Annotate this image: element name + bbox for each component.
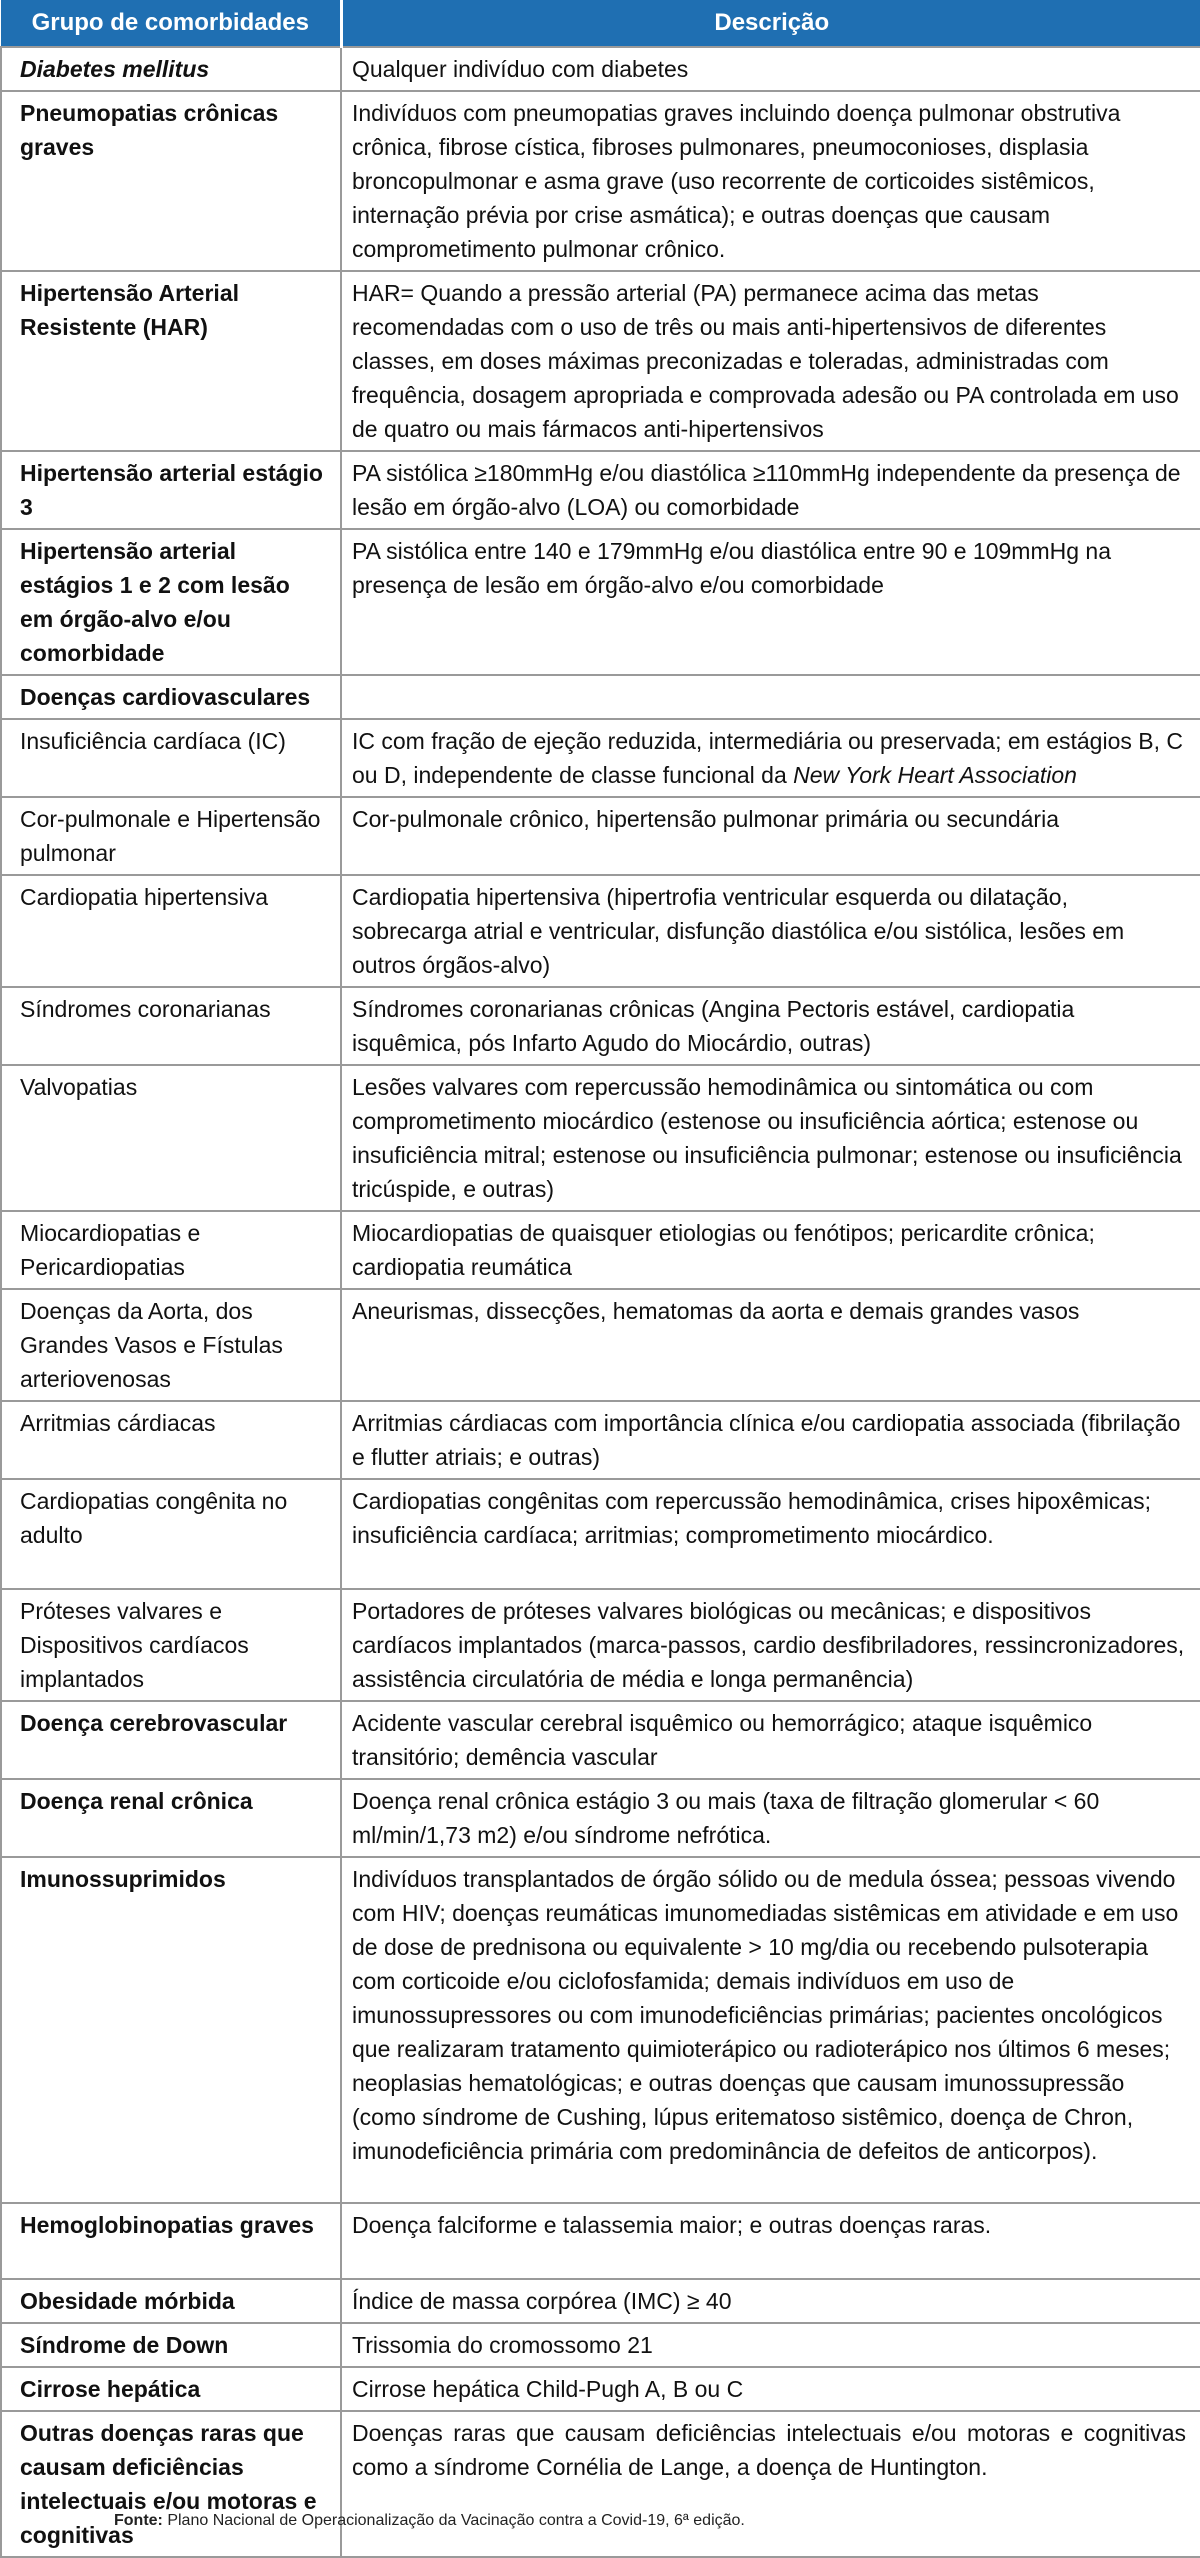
- table-row: [1, 47, 1200, 91]
- table-row: [1, 91, 1200, 271]
- header-description: Descrição: [341, 0, 1200, 47]
- group-cell: Síndromes coronarianas: [1, 987, 341, 1065]
- description-text: Cor-pulmonale crônico, hipertensão pulmonar primária ou secundária: [352, 806, 1059, 832]
- table-body: [1, 47, 1200, 2557]
- table-row: [1, 1065, 1200, 1211]
- table-row: [1, 1289, 1200, 1401]
- table-row: [1, 1779, 1200, 1857]
- table-row: [1, 987, 1200, 1065]
- description-text: HAR= Quando a pressão arterial (PA) permanece acima das metas recomendadas com o uso de três ou mais anti-hipertensivos de diferentes classes, em doses máximas preconizadas e toleradas, administradas com frequência, dosagem apropriada e comprovada adesão ou PA controlada em uso de quatro ou mais fármacos anti-hipertensivos: [352, 280, 1179, 442]
- description-text: Cardiopatia hipertensiva (hipertrofia ventricular esquerda ou dilatação, sobrecarga atrial e ventricular, disfunção diastólica e/ou sistólica, lesões em outros órgãos-alvo): [352, 884, 1125, 978]
- description-cell: [341, 675, 1200, 719]
- description-cell: [341, 47, 1200, 91]
- description-text: Portadores de próteses valvares biológicas ou mecânicas; e dispositivos cardíacos implantados (marca-passos, cardio desfibriladores, ressincronizadores, assistência circulatória de média e longa permanência): [352, 1598, 1185, 1692]
- table-row: [1, 797, 1200, 875]
- description-cell: [341, 2411, 1200, 2557]
- group-cell: Hipertensão Arterial Resistente (HAR): [1, 271, 341, 451]
- table-row: [1, 451, 1200, 529]
- description-cell: [341, 719, 1200, 797]
- description-cell: [341, 875, 1200, 987]
- table-row: [1, 875, 1200, 987]
- description-text: Indivíduos transplantados de órgão sólido ou de medula óssea; pessoas vivendo com HIV; doenças reumáticas imunomediadas sistêmicas em atividade e em uso de dose de prednisona ou equivalente > 10 mg/dia ou recebendo pulsoterapia com corticoide e/ou ciclofosfamida; demais indivíduos em uso de imunossupressores ou com imunodeficiências primárias; pacientes oncológicos que realizaram tratamento quimioterápico ou radioterápico nos últimos 6 meses; neoplasias hematológicas; e outras doenças que causam imunossupressão (como síndrome de Cushing, lúpus eritematoso sistêmico, doença de Chron, imunodeficiência primária com predominância de defeitos de anticorpos).: [352, 1866, 1179, 2164]
- description-text: Acidente vascular cerebral isquêmico ou hemorrágico; ataque isquêmico transitório; demência vascular: [352, 1710, 1093, 1770]
- description-cell: [341, 1857, 1200, 2203]
- description-cell: [341, 1289, 1200, 1401]
- description-text: PA sistólica ≥180mmHg e/ou diastólica ≥110mmHg independente da presença de lesão em órgão-alvo (LOA) ou comorbidade: [352, 460, 1181, 520]
- description-cell: [341, 1401, 1200, 1479]
- group-cell: Hemoglobinopatias graves: [1, 2203, 341, 2279]
- table-row: [1, 719, 1200, 797]
- group-cell: Valvopatias: [1, 1065, 341, 1211]
- description-cell: [341, 529, 1200, 675]
- description-text: Doenças raras que causam deficiências intelectuais e/ou motoras e cognitivas como a síndrome Cornélia de Lange, a doença de Huntington.: [352, 2420, 1186, 2480]
- group-cell: Doenças cardiovasculares: [1, 675, 341, 719]
- description-cell: [341, 1479, 1200, 1589]
- description-cell: [341, 1589, 1200, 1701]
- group-cell: Doenças da Aorta, dos Grandes Vasos e Fístulas arteriovenosas: [1, 1289, 341, 1401]
- group-cell: Cardiopatias congênita no adulto: [1, 1479, 341, 1589]
- source-note: [114, 2512, 745, 2530]
- table-row: [1, 2203, 1200, 2279]
- description-text: PA sistólica entre 140 e 179mmHg e/ou diastólica entre 90 e 109mmHg na presença de lesão em órgão-alvo e/ou comorbidade: [352, 538, 1111, 598]
- description-cell: [341, 1211, 1200, 1289]
- group-cell: Arritmias cárdiacas: [1, 1401, 341, 1479]
- source-text: Plano Nacional de Operacionalização da Vacinação contra a Covid-19, 6ª edição.: [162, 2512, 745, 2529]
- table-row: [1, 2323, 1200, 2367]
- group-cell: Miocardiopatias e Pericardiopatias: [1, 1211, 341, 1289]
- table-row: [1, 529, 1200, 675]
- description-cell: [341, 1779, 1200, 1857]
- table-row: [1, 675, 1200, 719]
- header-group: Grupo de comorbidades: [1, 0, 341, 47]
- group-cell: Próteses valvares e Dispositivos cardíacos implantados: [1, 1589, 341, 1701]
- description-text: IC com fração de ejeção reduzida, intermediária ou preservada; em estágios B, C ou D, independente de classe funcional da: [352, 728, 1183, 788]
- description-text: Doença falciforme e talassemia maior; e outras doenças raras.: [352, 2212, 992, 2238]
- description-cell: [341, 1065, 1200, 1211]
- description-text: Aneurismas, dissecções, hematomas da aorta e demais grandes vasos: [352, 1298, 1080, 1324]
- description-text: Cirrose hepática Child-Pugh A, B ou C: [352, 2376, 744, 2402]
- description-text: Lesões valvares com repercussão hemodinâmica ou sintomática ou com comprometimento miocárdico (estenose ou insuficiência aórtica; estenose ou insuficiência mitral; estenose ou insuficiência pulmonar; estenose ou insuficiência tricúspide, e outras): [352, 1074, 1182, 1202]
- group-cell: Cor-pulmonale e Hipertensão pulmonar: [1, 797, 341, 875]
- table-row: [1, 1701, 1200, 1779]
- table-row: [1, 1211, 1200, 1289]
- description-text: Índice de massa corpórea (IMC) ≥ 40: [352, 2288, 732, 2314]
- description-cell: [341, 1701, 1200, 1779]
- description-cell: [341, 2367, 1200, 2411]
- table-row: [1, 1857, 1200, 2203]
- table-row: [1, 1479, 1200, 1589]
- description-text: Síndromes coronarianas crônicas (Angina Pectoris estável, cardiopatia isquêmica, pós Infarto Agudo do Miocárdio, outras): [352, 996, 1075, 1056]
- group-cell: Cirrose hepática: [1, 2367, 341, 2411]
- table-header-row: [1, 0, 1200, 47]
- description-text: Indivíduos com pneumopatias graves incluindo doença pulmonar obstrutiva crônica, fibrose cística, fibroses pulmonares, pneumoconioses, displasia broncopulmonar e asma grave (uso recorrente de corticoides sistêmicos, internação prévia por crise asmática); e outras doenças que causam comprometimento pulmonar crônico.: [352, 100, 1121, 262]
- description-italic-text: New York Heart Association: [793, 762, 1077, 788]
- group-cell: Hipertensão arterial estágios 1 e 2 com lesão em órgão-alvo e/ou comorbidade: [1, 529, 341, 675]
- description-cell: [341, 271, 1200, 451]
- description-cell: [341, 987, 1200, 1065]
- description-cell: [341, 2279, 1200, 2323]
- group-cell: Doença cerebrovascular: [1, 1701, 341, 1779]
- table-row: [1, 2411, 1200, 2557]
- group-cell: Hipertensão arterial estágio 3: [1, 451, 341, 529]
- description-text: Arritmias cárdiacas com importância clínica e/ou cardiopatia associada (fibrilação e flutter atriais; e outras): [352, 1410, 1181, 1470]
- group-cell: Insuficiência cardíaca (IC): [1, 719, 341, 797]
- description-text: Trissomia do cromossomo 21: [352, 2332, 653, 2358]
- group-cell: Outras doenças raras que causam deficiências intelectuais e/ou motoras e cognitivas: [1, 2411, 341, 2557]
- table-row: [1, 1589, 1200, 1701]
- group-cell: Imunossuprimidos: [1, 1857, 341, 2203]
- table-row: [1, 271, 1200, 451]
- table-row: [1, 1401, 1200, 1479]
- description-cell: [341, 451, 1200, 529]
- table-row: [1, 2279, 1200, 2323]
- group-cell: Doença renal crônica: [1, 1779, 341, 1857]
- source-label: Fonte:: [114, 2512, 163, 2529]
- description-text: Doença renal crônica estágio 3 ou mais (taxa de filtração glomerular < 60 ml/min/1,73 m2) e/ou síndrome nefrótica.: [352, 1788, 1100, 1848]
- group-cell: Cardiopatia hipertensiva: [1, 875, 341, 987]
- group-cell: Obesidade mórbida: [1, 2279, 341, 2323]
- description-cell: [341, 2203, 1200, 2279]
- group-cell: Síndrome de Down: [1, 2323, 341, 2367]
- description-cell: [341, 2323, 1200, 2367]
- description-text: Qualquer indivíduo com diabetes: [352, 56, 689, 82]
- description-cell: [341, 91, 1200, 271]
- table-row: [1, 2367, 1200, 2411]
- group-cell: Pneumopatias crônicas graves: [1, 91, 341, 271]
- description-text: Miocardiopatias de quaisquer etiologias ou fenótipos; pericardite crônica; cardiopatia reumática: [352, 1220, 1095, 1280]
- description-cell: [341, 797, 1200, 875]
- description-text: Cardiopatias congênitas com repercussão hemodinâmica, crises hipoxêmicas; insuficiência cardíaca; arritmias; comprometimento miocárdico.: [352, 1488, 1151, 1548]
- group-cell: Diabetes mellitus: [1, 47, 341, 91]
